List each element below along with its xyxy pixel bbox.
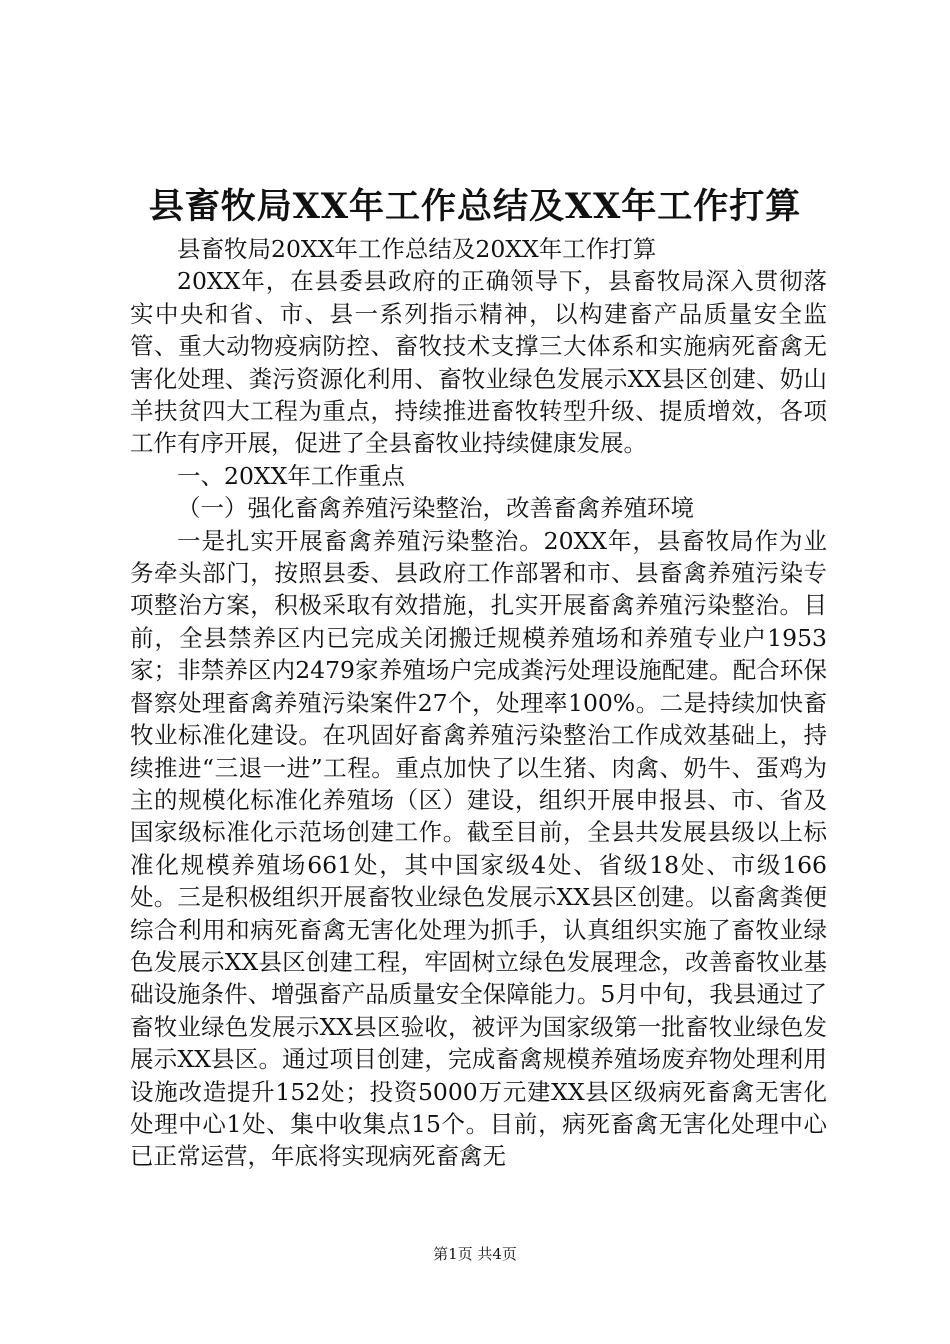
page-footer: 第1页 共4页: [433, 1245, 517, 1263]
document-body: [130, 233, 827, 1173]
section-heading: 一、20XX年工作重点: [177, 461, 405, 490]
intro-paragraph: 20XX年，在县委县政府的正确领导下，县畜牧局深入贯彻落实中央和省、市、县一系列指示精神，以构建畜产品质量安全监管、重大动物疫病防控、畜牧技术支撑三大体系和实施病死畜禽无害化处理、粪污资源化利用、畜牧业绿色发展示XX县区创建、奶山羊扶贫四大工程为重点，持续推进畜牧转型升级、提质增效，各项工作有序开展，促进了全县畜牧业持续健康发展。: [130, 267, 827, 458]
subsection-heading: （一）强化畜禽养殖污染整治，改善畜禽养殖环境: [177, 494, 694, 523]
document-title: 县畜牧局XX年工作总结及XX年工作打算: [148, 186, 802, 227]
subtitle-paragraph: 县畜牧局20XX年工作总结及20XX年工作打算: [177, 235, 657, 263]
body-paragraph: 一是扎实开展畜禽养殖污染整治。20XX年，县畜牧局作为业务牵头部门，按照县委、县政府工作部署和市、县畜禽养殖污染专项整治方案，积极采取有效措施，扎实开展畜禽养殖污染整治。目前，全县禁养区内已完成关闭搬迁规模养殖场和养殖专业户1953家；非禁养区内2479家养殖场户完成粪污处理设施配建。配合环保督察处理畜禽养殖污染案件27个，处理率100%。二是持续加快畜牧业标准化建设。在巩固好畜禽养殖污染整治工作成效基础上，持续推进“三退一进”工程。重点加快了以生猪、肉禽、奶牛、蛋鸡为主的规模化标准化养殖场（区）建设，组织开展申报县、市、省及国家级标准化示范场创建工作。截至目前，全县共发展县级以上标准化规模养殖场661处，其中国家级4处、省级18处、市级166处。三是积极组织开展畜牧业绿色发展示XX县区创建。以畜禽粪便综合利用和病死畜禽无害化处理为抓手，认真组织实施了畜牧业绿色发展示XX县区创建工程，牢固树立绿色发展理念，改善畜牧业基础设施条件、增强畜产品质量安全保障能力。5月中旬，我县通过了畜牧业绿色发展示XX县区验收，被评为国家级第一批畜牧业绿色发展示XX县区。通过项目创建，完成畜禽规模养殖场废弃物处理利用设施改造提升152处；投资5000万元建XX县区级病死畜禽无害化处理中心1处、集中收集点15个。目前，病死畜禽无害化处理中心已正常运营，年底将实现病死畜禽无: [130, 526, 827, 1171]
